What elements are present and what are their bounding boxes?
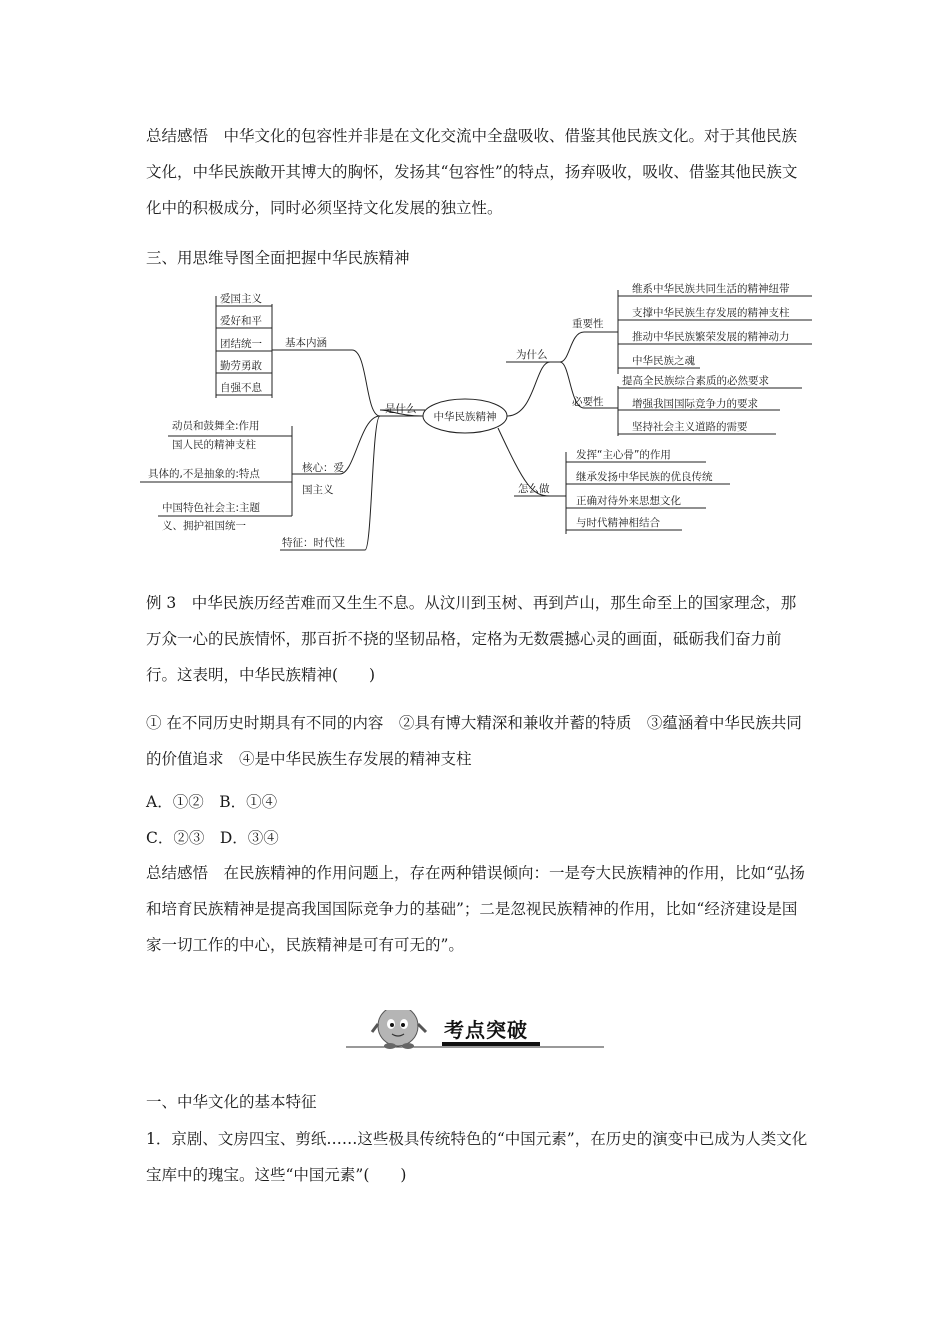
mind-map-feature: 特征：时代性 bbox=[282, 537, 345, 549]
core-item: 中国特色社会主:主题 bbox=[162, 502, 261, 514]
mind-map-core-2: 国主义 bbox=[302, 484, 334, 496]
section-title-1: 一、中华文化的基本特征 bbox=[146, 1093, 317, 1111]
mind-map-what: 是什么 bbox=[385, 403, 417, 415]
how-item: 继承发扬中华民族的优良传统 bbox=[576, 471, 713, 483]
necessity-item: 提高全民族综合素质的必然要求 bbox=[622, 375, 769, 387]
core-item: 具体的,不是抽象的:特点 bbox=[148, 468, 260, 480]
choices-c-d: C．②③ D．③④ bbox=[146, 829, 279, 847]
importance-item: 推动中华民族繁荣发展的精神动力 bbox=[632, 331, 790, 343]
question-1: 1．京剧、文房四宝、剪纸……这些极具传统特色的“中国元素”，在历史的演变中已成为人类文化宝库中的瑰宝。这些“中国元素”( ) bbox=[146, 1130, 808, 1184]
core-item: 国人民的精神支柱 bbox=[172, 439, 256, 451]
core-item: 义、拥护祖国统一 bbox=[162, 520, 246, 532]
necessity-item: 坚持社会主义道路的需要 bbox=[632, 421, 748, 433]
how-item: 正确对待外来思想文化 bbox=[576, 495, 681, 507]
connector bbox=[560, 332, 618, 362]
example-3-statements: ① 在不同历史时期具有不同的内容 ②具有博大精深和兼收并蓄的特质 ③蕴涵着中华民族共同的价值追求 ④是中华民族生存发展的精神支柱 bbox=[146, 714, 802, 768]
connector bbox=[507, 362, 560, 416]
basic-item: 团结统一 bbox=[220, 338, 262, 350]
importance-item: 中华民族之魂 bbox=[632, 355, 695, 367]
basic-item: 自强不息 bbox=[220, 382, 262, 394]
connector bbox=[280, 416, 380, 550]
mind-map-center-label: 中华民族精神 bbox=[433, 411, 497, 423]
necessity-item: 增强我国国际竞争力的要求 bbox=[632, 398, 758, 410]
how-item: 发挥“主心骨”的作用 bbox=[576, 449, 671, 461]
mind-map-diagram bbox=[140, 276, 820, 556]
basic-item: 勤劳勇敢 bbox=[220, 360, 262, 372]
summary-paragraph-1: 总结感悟 中华文化的包容性并非是在文化交流中全盘吸收、借鉴其他民族文化。对于其他民族文化，中华民族敞开其博大的胸怀，发扬其“包容性”的特点，扬弃吸收，吸收、借鉴其他民族文化中的积极成分，同时必须坚持文化发展的独立性。 bbox=[146, 127, 798, 217]
section-title-3: 三、用思维导图全面把握中华民族精神 bbox=[146, 249, 410, 267]
basic-item: 爱好和平 bbox=[220, 315, 262, 327]
mind-map-necessity: 必要性 bbox=[572, 396, 604, 408]
mind-map-core: 核心：爱 bbox=[302, 462, 344, 474]
choices-a-b: A．①② B．①④ bbox=[146, 793, 278, 811]
mind-map-how: 怎么做 bbox=[518, 483, 550, 495]
example-3: 例 3 中华民族历经苦难而又生生不息。从汶川到玉树、再到芦山，那生命至上的国家理念，那万众一心的民族情怀，那百折不挠的坚韧品格，定格为无数震撼心灵的画面，砥砺我们奋力前行。这表明，中华民族精神( ) bbox=[146, 594, 797, 684]
basic-item: 爱国主义 bbox=[220, 293, 262, 305]
mascot-icon bbox=[372, 1010, 426, 1049]
core-item: 动员和鼓舞全:作用 bbox=[172, 420, 260, 432]
importance-item: 支撑中华民族生存发展的精神支柱 bbox=[632, 307, 790, 319]
importance-item: 维系中华民族共同生活的精神纽带 bbox=[632, 283, 790, 295]
connector bbox=[280, 350, 380, 416]
how-item: 与时代精神相结合 bbox=[576, 517, 660, 529]
summary-paragraph-2: 总结感悟 在民族精神的作用问题上，存在两种错误倾向：一是夸大民族精神的作用，比如“弘扬和培育民族精神是提高我国国际竞争力的基础”；二是忽视民族精神的作用，比如“经济建设是国家一切工作的中心，民族精神是可有可无的”。 bbox=[146, 864, 805, 954]
section-badge-title: 考点突破 bbox=[444, 1018, 528, 1042]
mind-map-basic: 基本内涵 bbox=[285, 337, 327, 349]
mind-map-importance: 重要性 bbox=[572, 318, 604, 330]
mind-map-why: 为什么 bbox=[516, 349, 548, 361]
